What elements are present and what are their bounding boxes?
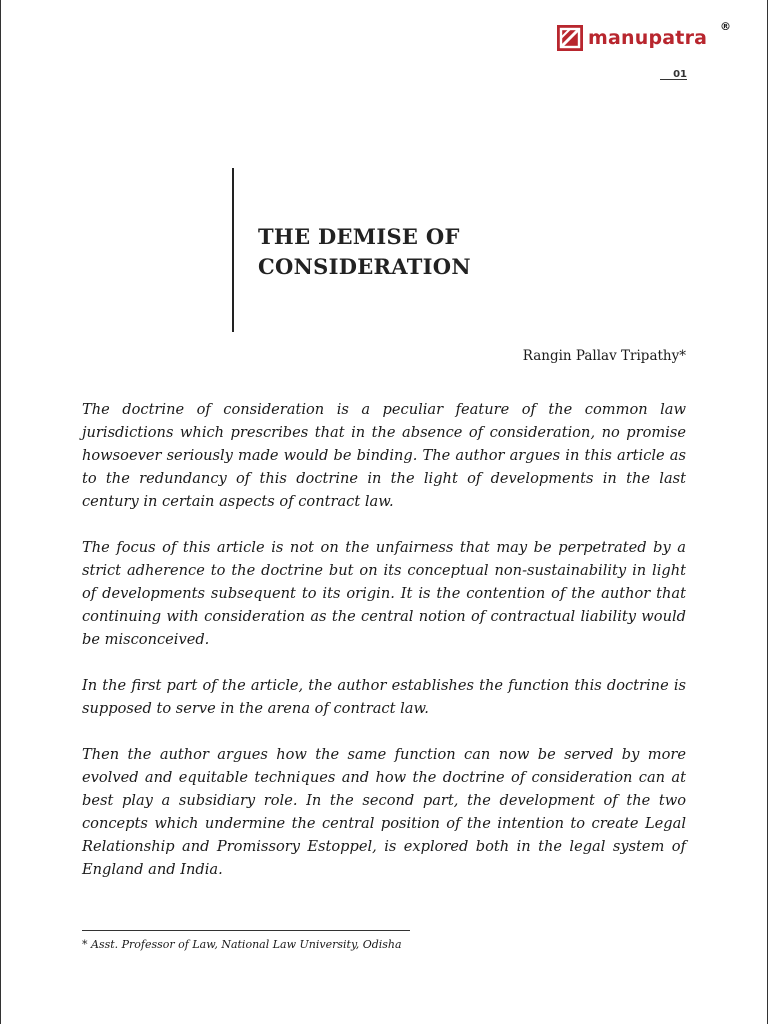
title-line-1: THE DEMISE OF <box>258 224 460 249</box>
abstract-paragraph: In the first part of the article, the author establishes the function this doctrine is supposed to serve in the arena of contract law. <box>82 677 686 717</box>
manupatra-logo-icon <box>556 24 584 52</box>
registered-mark: ® <box>720 20 731 33</box>
brand-logo <box>556 22 707 54</box>
brand-name: manupatra <box>588 27 708 49</box>
title-line-2: CONSIDERATION <box>258 254 471 279</box>
abstract-paragraph: Then the author argues how the same function can now be served by more evolved and equitable techniques and how the doctrine of consideration can at best play a subsidiary role. In the second part, the development of the two concepts which undermine the central position of the intention to create Legal Relationship and Promissory Estoppel, is explored both in the legal system of England and India. <box>82 746 686 878</box>
abstract-paragraph: The doctrine of consideration is a peculiar feature of the common law jurisdictions which prescribes that in the absence of consideration, no promise howsoever seriously made would be binding. The author argues in this article as to the redundancy of this doctrine in the light of developments in the last century in certain aspects of contract law. <box>82 401 686 510</box>
author-name: Rangin Pallav Tripathy* <box>522 348 686 364</box>
page-number: 01 <box>660 70 687 80</box>
abstract <box>82 398 686 904</box>
article-title <box>258 222 658 282</box>
abstract-paragraph: The focus of this article is not on the unfairness that may be perpetrated by a strict adherence to the doctrine but on its conceptual non-sustainability in light of developments subsequent to its origin. It is the contention of the author that continuing with consideration as the central notion of contractual liability would be misconceived. <box>82 539 686 648</box>
footnote: * Asst. Professor of Law, National Law University, Odisha <box>82 938 402 951</box>
page-border-left <box>0 0 1 1024</box>
footnote-rule <box>82 930 410 931</box>
title-vertical-rule <box>232 168 234 332</box>
